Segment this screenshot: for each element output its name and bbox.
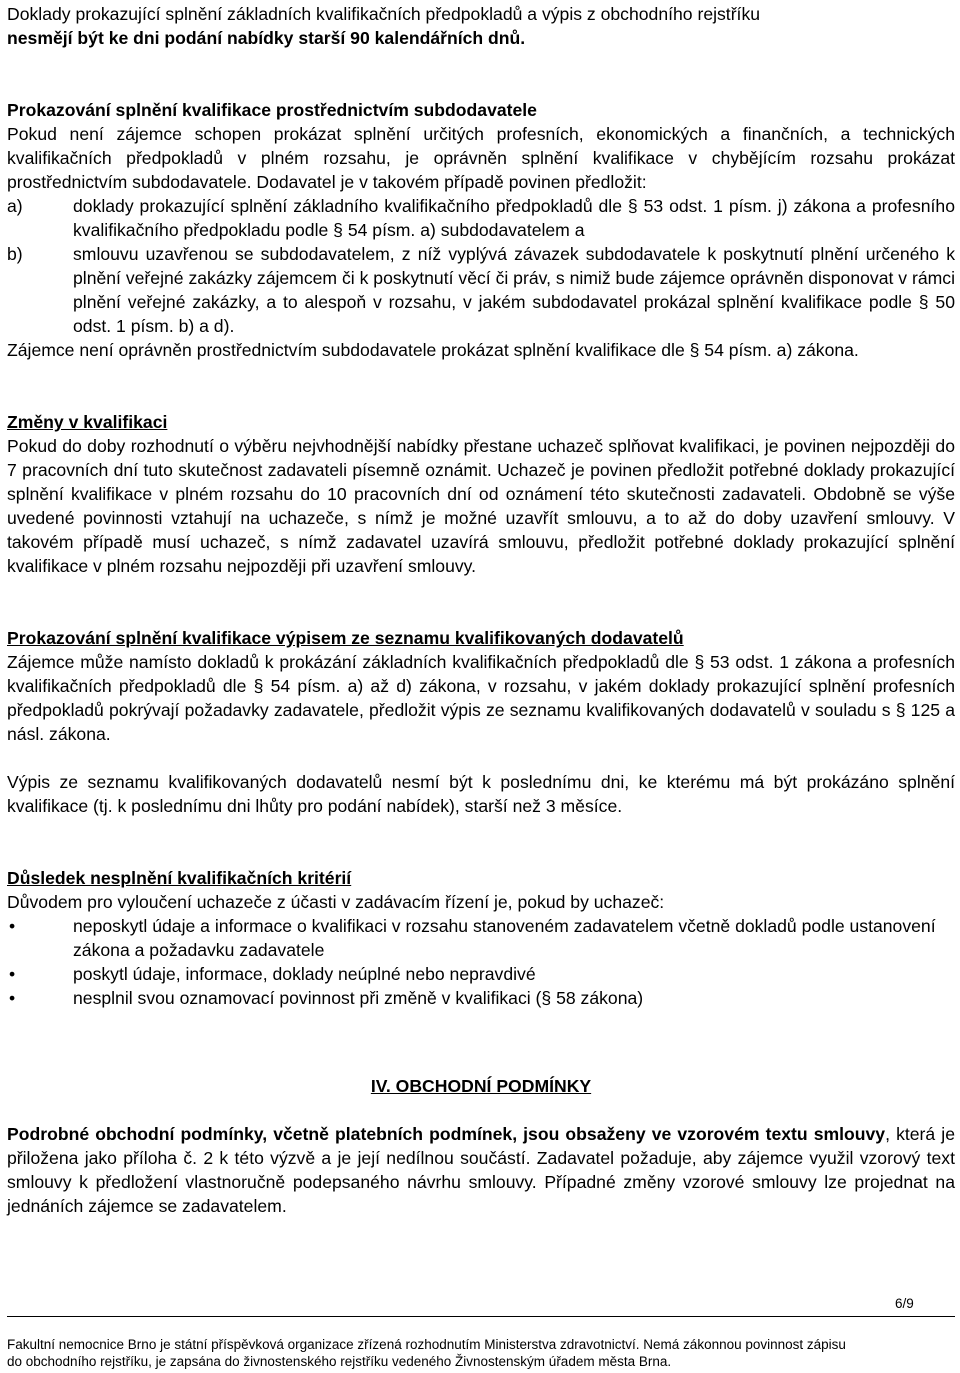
subdodavatel-closing: Zájemce není oprávněn prostřednictvím subdodavatele prokázat splnění kvalifikace dle § 54 písm. a) zákona. [7, 340, 859, 360]
bullet-icon [7, 962, 73, 986]
bullet-item [7, 962, 955, 986]
subdodavatel-item [7, 242, 955, 338]
zmeny-heading: Změny v kvalifikaci [7, 412, 168, 432]
subdodavatel-heading: Prokazování splnění kvalifikace prostřednictvím subdodavatele [7, 100, 537, 120]
bullet-icon [7, 914, 73, 962]
obchodni-bold: Podrobné obchodní podmínky, včetně platebních podmínek, jsou obsaženy ve vzorovém textu smlouvy [7, 1124, 886, 1144]
document-page [7, 0, 955, 1218]
item-label: b) [7, 244, 23, 264]
subdodavatel-item [7, 194, 955, 242]
item-text: doklady prokazující splnění základního kvalifikačního předpokladů dle § 53 odst. 1 písm. j) zákona a profesního kvalifikačního předpokladu podle § 54 písm. a) subdodavatelem a [73, 196, 955, 240]
dusledek-heading: Důsledek nesplnění kvalifikačních kritérií [7, 868, 352, 888]
item-text: smlouvu uzavřenou se subdodavatelem, z níž vyplývá závazek subdodavatele k poskytnutí plnění určeného k plnění veřejné zakázky zájemcem či k poskytnutí věcí či práv, s nimiž bude zájemce oprávněn disponovat v rámci plnění veřejné zakázky, a to alespoň v rozsahu, v jakém subdodavatel prokázal splnění kvalifikace podle § 50 odst. 1 písm. b) a d). [73, 244, 955, 336]
dusledek-bullet-list [7, 914, 955, 1010]
bullet-text: neposkytl údaje a informace o kvalifikaci v rozsahu stanoveném zadavatelem včetně dokladů podle ustanovení zákona a požadavku zadavatele [73, 916, 936, 960]
subdodavatel-paragraph: Pokud není zájemce schopen prokázat splnění určitých profesních, ekonomických a finančních, a technických kvalifikačních předpokladů v plném rozsahu, je oprávněn splnění kvalifikace v chybějícím rozsahu prokázat prostřednictvím subdodavatele. Dodavatel je v takovém případě povinen předložit: [7, 124, 955, 192]
page-number: 6/9 [895, 1296, 914, 1311]
bullet-icon [7, 986, 73, 1010]
bullet-item [7, 914, 955, 962]
bullet-text: nesplnil svou oznamovací povinnost při změně v kvalifikaci (§ 58 zákona) [73, 988, 644, 1008]
bullet-item [7, 986, 955, 1010]
footer-line-2: do obchodního rejstříku, je zapsána do živnostenského rejstříku vedeného Živnostenským úřadem města Brna. [7, 1354, 672, 1369]
page-footer [7, 1336, 955, 1370]
footer-divider [7, 1316, 955, 1317]
intro-line: Doklady prokazující splnění základních kvalifikačních předpokladů a výpis z obchodního rejstříku [7, 4, 761, 24]
obchodni-rest: , která je přiložena jako příloha č. 2 k této výzvě a je její nedílnou součástí. Zadavatel požaduje, aby zájemce využil vzorový text smlouvy k předložení vlastnoručně podepsaného návrhu smlouvy. Případné změny vzorové smlouvy lze projednat na jednáních zájemce se zadavatelem. [7, 1124, 955, 1216]
obchodni-heading: IV. OBCHODNÍ PODMÍNKY [370, 1076, 592, 1096]
footer-line-1: Fakultní nemocnice Brno je státní příspěvková organizace zřízená rozhodnutím Ministerstva zdravotnictví. Nemá zákonnou povinnost zápisu [7, 1337, 846, 1352]
obchodni-paragraph [7, 1122, 955, 1218]
bullet-text: poskytl údaje, informace, doklady neúplné nebo nepravdivé [73, 964, 536, 984]
intro-bold-line: nesmějí být ke dni podání nabídky starší 90 kalendářních dnů. [7, 28, 526, 48]
item-label: a) [7, 196, 23, 216]
dusledek-paragraph: Důvodem pro vyloučení uchazeče z účasti v zadávacím řízení je, pokud by uchazeč: [7, 892, 665, 912]
seznam-paragraph-1: Zájemce může namísto dokladů k prokázání základních kvalifikačních předpokladů dle § 53 odst. 1 zákona a profesních kvalifikačních předpokladů dle § 54 písm. a) až d) zákona, v rozsahu, v jakém doklady prokazující splnění profesních předpokladů pokrývají požadavky zadavatele, předložit výpis ze seznamu kvalifikovaných dodavatelů v souladu s § 125 a násl. zákona. [7, 652, 955, 744]
seznam-heading: Prokazování splnění kvalifikace výpisem ze seznamu kvalifikovaných dodavatelů [7, 628, 684, 648]
seznam-paragraph-2: Výpis ze seznamu kvalifikovaných dodavatelů nesmí být k poslednímu dni, ke kterému má být prokázáno splnění kvalifikace (tj. k poslednímu dni lhůty pro podání nabídek), starší než 3 měsíce. [7, 772, 955, 816]
zmeny-paragraph: Pokud do doby rozhodnutí o výběru nejvhodnější nabídky přestane uchazeč splňovat kvalifikaci, je povinen nejpozději do 7 pracovních dní tuto skutečnost zadavateli písemně oznámit. Uchazeč je povinen předložit potřebné doklady prokazující splnění kvalifikace v plném rozsahu do 10 pracovních dní od oznámení této skutečnosti zadavateli. Obdobně se výše uvedené povinnosti vztahují na uchazeče, s nímž je možné uzavřít smlouvu, a to až do doby uzavření smlouvy. V takovém případě musí uchazeč, s nímž zadavatel uzavírá smlouvu, předložit potřebné doklady prokazující splnění kvalifikace v plném rozsahu nejpozději při uzavření smlouvy. [7, 436, 955, 576]
